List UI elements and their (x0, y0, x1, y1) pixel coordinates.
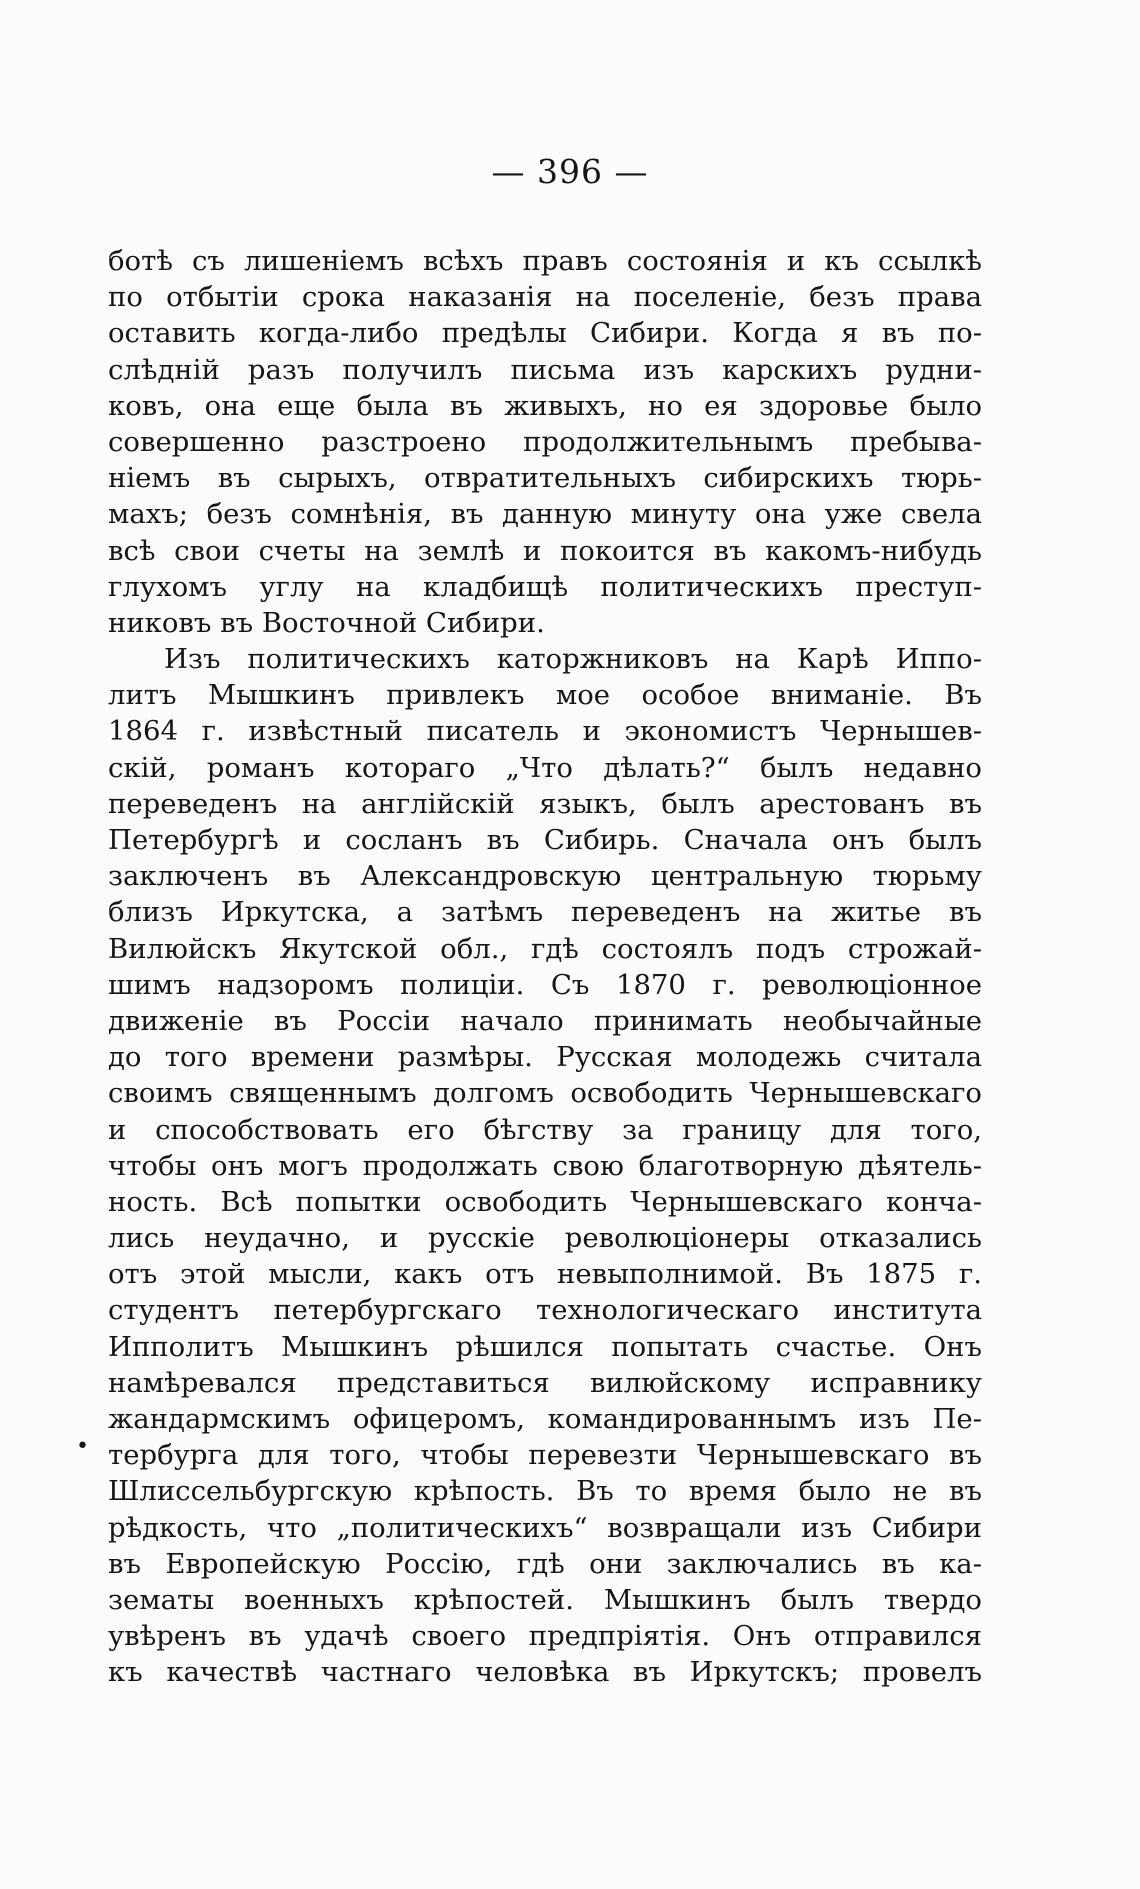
text-line: никовъ въ Восточной Сибири. (108, 606, 545, 639)
text-line: до того времени размѣры. Русская молодежь считала (108, 1041, 982, 1074)
text-line: отъ этой мысли, какъ отъ невыполнимой. Въ 1875 г. (108, 1258, 982, 1291)
text-line: студентъ петербургскаго технологическаго института (108, 1294, 982, 1327)
text-line: движеніе въ Россіи начало принимать необычайные (108, 1004, 982, 1037)
text-line: литъ Мышкинъ привлекъ мое особое вниманіе. Въ (108, 679, 982, 712)
text-line: и способствовать его бѣгству за границу для того, (108, 1113, 982, 1146)
text-line: ніемъ въ сырыхъ, отвратительныхъ сибирскихъ тюрь- (108, 462, 982, 495)
text-line: увѣренъ въ удачѣ своего предпріятія. Онъ отправился (108, 1620, 982, 1653)
body-text (108, 243, 982, 1691)
text-line: жандармскимъ офицеромъ, командированнымъ изъ Пе- (108, 1403, 982, 1435)
text-line: намѣревался представиться вилюйскому исправнику (108, 1366, 982, 1399)
text-line: заключенъ въ Александровскую центральную тюрьму (108, 860, 982, 893)
text-line: 1864 г. извѣстный писатель и экономистъ Чернышев- (108, 715, 982, 748)
text-line: ботѣ съ лишеніемъ всѣхъ правъ состоянія и къ ссылкѣ (108, 245, 982, 277)
text-line: оставить когда-либо предѣлы Сибири. Когда я въ по- (108, 317, 982, 350)
text-line: чтобы онъ могъ продолжать свою благотворную дѣятель- (108, 1149, 982, 1182)
text-line: махъ; безъ сомнѣнія, въ данную минуту она уже свела (108, 498, 982, 531)
text-line: всѣ свои счеты на землѣ и покоится въ какомъ-нибудь (108, 534, 982, 567)
text-line: тербурга для того, чтобы перевезти Чернышевскаго въ (108, 1439, 982, 1472)
margin-mark: • (76, 1434, 89, 1459)
text-line: Ипполитъ Мышкинъ рѣшился попытать счастье. Онъ (108, 1330, 982, 1363)
page-number: — 396 — (491, 152, 649, 191)
text-line: глухомъ углу на кладбищѣ политическихъ преступ- (108, 570, 982, 603)
text-line: слѣдній разъ получилъ письма изъ карскихъ рудни- (108, 353, 982, 386)
text-line: рѣдкость, что „политическихъ“ возвращали изъ Сибири (108, 1511, 982, 1544)
text-line: близъ Иркутска, а затѣмъ переведенъ на житье въ (108, 896, 982, 929)
text-line: Петербургѣ и сосланъ въ Сибирь. Сначала онъ былъ (108, 824, 982, 856)
text-line: совершенно разстроено продолжительнымъ пребыва- (108, 425, 982, 458)
text-line: ковъ, она еще была въ живыхъ, но ея здоровье было (108, 389, 982, 422)
text-line: шимъ надзоромъ полиціи. Съ 1870 г. революціонное (108, 968, 982, 1001)
text-line: по отбытіи срока наказанія на поселеніе, безъ права (108, 281, 982, 314)
text-line: скій, романъ котораго „Что дѣлать?“ былъ недавно (108, 751, 982, 784)
text-line: своимъ священнымъ долгомъ освободить Чернышевскаго (108, 1077, 982, 1110)
text-line: лись неудачно, и русскіе революціонеры отказались (108, 1222, 982, 1255)
text-line: переведенъ на англійскій языкъ, былъ арестованъ въ (108, 787, 982, 820)
text-line: Изъ политическихъ каторжниковъ на Карѣ Иппо- (164, 643, 982, 676)
text-line: въ Европейскую Россію, гдѣ они заключались въ ка- (108, 1547, 982, 1580)
text-line: Шлиссельбургскую крѣпость. Въ то время было не въ (108, 1475, 982, 1508)
text-line: ность. Всѣ попытки освободить Чернышевскаго конча- (108, 1185, 982, 1218)
text-line: Вилюйскъ Якутской обл., гдѣ состоялъ подъ строжай- (108, 932, 982, 965)
text-line: къ качествѣ частнаго человѣка въ Иркутскъ; провелъ (108, 1656, 982, 1689)
text-line: зематы военныхъ крѣпостей. Мышкинъ былъ твердо (108, 1583, 982, 1616)
